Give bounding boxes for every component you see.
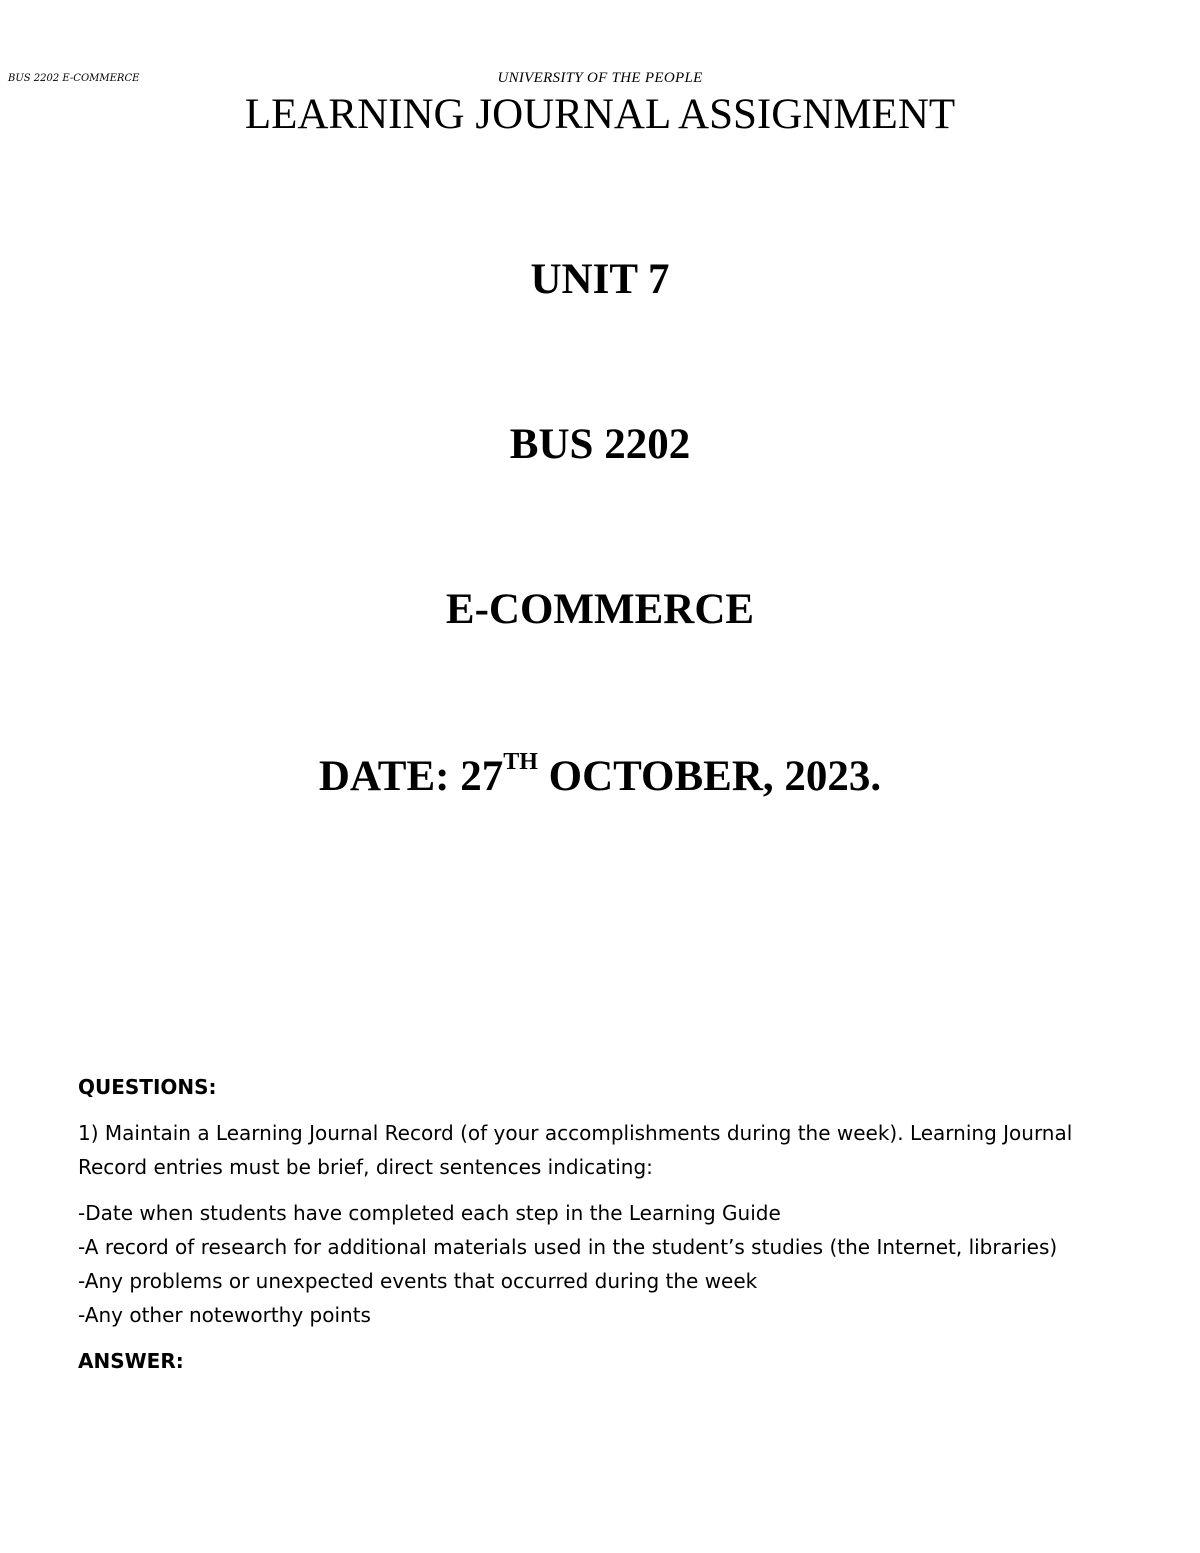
requirements-list <box>78 1196 1138 1332</box>
course-name: E-COMMERCE <box>445 586 755 633</box>
questions-heading: QUESTIONS: <box>78 1075 217 1099</box>
list-item: -Date when students have completed each step in the Learning Guide <box>78 1201 781 1225</box>
answer-heading: ANSWER: <box>78 1349 184 1373</box>
question-1: 1) Maintain a Learning Journal Record (of your accomplishments during the week). Learning Journal Record entries must be brief, direct sentences indicating: <box>78 1121 1073 1179</box>
date-superscript: TH <box>503 748 538 775</box>
running-header-left: BUS 2202 E-COMMERCE <box>8 73 140 84</box>
document-title: LEARNING JOURNAL ASSIGNMENT <box>244 91 956 138</box>
date-prefix: DATE: 27 <box>318 753 504 800</box>
questions-section <box>78 1070 1138 1378</box>
running-header-center: UNIVERSITY OF THE PEOPLE <box>497 70 703 86</box>
list-item: -Any other noteworthy points <box>78 1303 371 1327</box>
course-code: BUS 2202 <box>509 421 691 468</box>
list-item: -Any problems or unexpected events that occurred during the week <box>78 1269 758 1293</box>
unit-label: UNIT 7 <box>530 256 670 303</box>
date-suffix: OCTOBER, 2023. <box>537 753 882 800</box>
submission-date <box>0 748 1200 802</box>
list-item: -A record of research for additional materials used in the student’s studies (the Internet, libraries) <box>78 1235 1058 1259</box>
